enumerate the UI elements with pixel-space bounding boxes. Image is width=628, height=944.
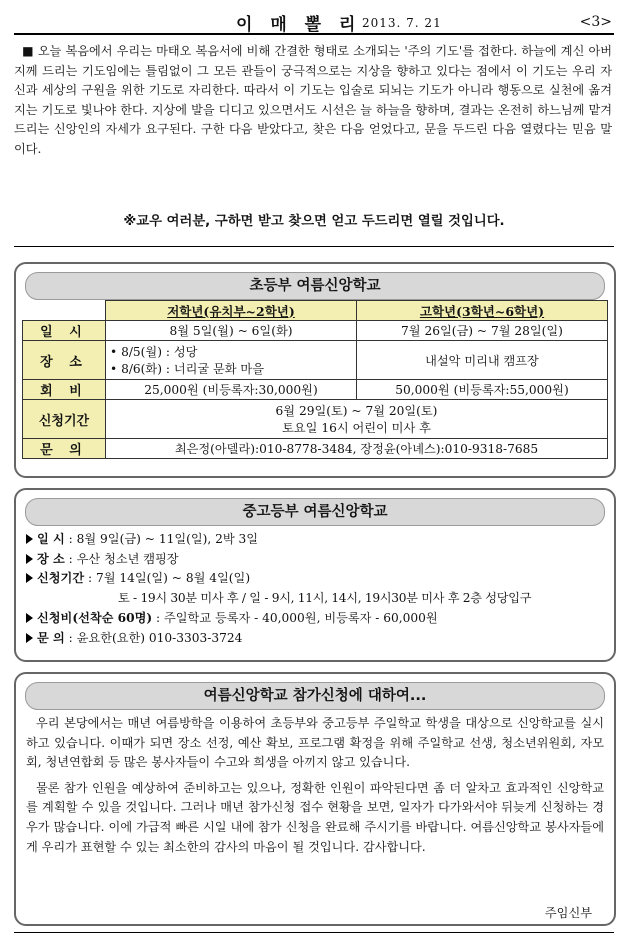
page-number: <3> bbox=[579, 14, 612, 30]
newsletter-title: 이 매 뽈 리 bbox=[236, 15, 362, 35]
apply-period bbox=[106, 400, 608, 439]
contact-info: 최은정(아델라):010-8778-3484, 장정윤(아녜스):010-9318-7685 bbox=[106, 439, 608, 459]
youth-title: 중고등부 여름신앙학교 bbox=[25, 498, 605, 526]
header-divider bbox=[14, 33, 614, 35]
youth-details-list bbox=[26, 530, 531, 648]
footer-divider bbox=[14, 932, 614, 933]
section-divider bbox=[14, 246, 614, 247]
fee-label: 회 비 bbox=[23, 380, 106, 400]
gospel-reflection bbox=[14, 42, 612, 160]
date-label: 일 시 bbox=[37, 532, 65, 546]
bullet-triangle-icon bbox=[26, 573, 33, 583]
fee-lower: 25,000원 (비등록자:30,000원) bbox=[106, 380, 357, 400]
apply-label: 신청기간 bbox=[37, 571, 85, 586]
issue-date: 2013. 7. 21 bbox=[362, 16, 442, 30]
fee-upper: 50,000원 (비등록자:55,000원) bbox=[356, 380, 607, 400]
bullet-triangle-icon bbox=[26, 534, 33, 544]
table-row bbox=[23, 380, 608, 400]
date-lower: 8월 5일(월) ~ 6일(화) bbox=[106, 321, 357, 341]
notice-paragraph-2: 물론 참가 인원을 예상하여 준비하고는 있으나, 정확한 인원이 파악된다면 좀 더 알차고 효과적인 신앙학교를 계획할 수 있을 것입니다. 그러나 매년 참가신청 접수 현황을 보면, 일자가 다가와서야 뒤늦게 신청하는 경우가 많습니다. 이에 가급적 빠른 시일 내에 참가 신청을 완료해 주시기를 바랍니다. 여름신앙학교 봉사자들에게 우리가 표현할 수 있는 최소한의 감사의 마음이 될 것입니다. 감사합니다. bbox=[26, 780, 604, 854]
col-upper-grades: 고학년(3학년~6학년) bbox=[356, 301, 607, 321]
col-lower-grades: 저학년(유치부~2학년) bbox=[106, 301, 357, 321]
table-header-row bbox=[23, 301, 608, 321]
list-item bbox=[26, 550, 531, 570]
table-corner bbox=[23, 301, 106, 321]
fee-label: 신청비(선착순 60명) bbox=[37, 610, 153, 625]
date-upper: 7월 26일(금) ~ 7월 28일(일) bbox=[356, 321, 607, 341]
bullet-triangle-icon bbox=[26, 633, 33, 643]
notice-title: 여름신앙학교 참가신청에 대하여... bbox=[25, 682, 605, 710]
signature: 주임신부 bbox=[544, 906, 592, 920]
apply-times: 토 - 19시 30분 미사 후 / 일 - 9시, 11시, 14시, 19시30분 미사 후 2층 성당입구 bbox=[118, 591, 532, 606]
page-header bbox=[14, 6, 614, 34]
bullet-triangle-icon bbox=[26, 554, 33, 564]
table-row bbox=[23, 341, 608, 380]
apply-dates: 6월 29일(토) ~ 7월 20일(토) bbox=[275, 404, 438, 418]
reflection-text: ■ 오늘 복음에서 우리는 마태오 복음서에 비해 간결한 형태로 소개되는 '주의 기도'를 접한다. 하늘에 계신 아버지께 드리는 기도임에는 틀림없이 그 모든 관들이 궁극적으로는 지상을 향하고 있다는 점에서 이 기도는 우리 자신과 세상의 구원을 위한 기도로 자리한다. 따라서 이 기도는 입술로 되뇌는 기도가 아니라 행동으로 실천에 옮겨지는 기도로 빛나야 한다. 지상에 발을 디디고 있으면서도 시선은 늘 하늘을 향하며, 결과는 온전히 하느님께 맡겨드리는 신앙인의 자세가 요구된다. 구한 다음 받았다고, 찾은 다음 얻었다고, 문을 두드린 다음 열렸다는 믿음 말이다. bbox=[14, 44, 612, 156]
list-item bbox=[26, 629, 531, 649]
table-row bbox=[23, 439, 608, 459]
registration-notice-box bbox=[14, 672, 616, 926]
youth-summer-school-box bbox=[14, 488, 616, 662]
elementary-summer-school-box bbox=[14, 262, 616, 478]
list-item bbox=[26, 530, 531, 550]
place-value: : 우산 청소년 캠핑장 bbox=[64, 551, 179, 566]
place-label: 장 소 bbox=[37, 551, 65, 566]
contact-value: : 윤요한(요한) 010-3303-3724 bbox=[64, 630, 243, 645]
place-label: 장 소 bbox=[23, 341, 106, 380]
notice-paragraph-1: 우리 본당에서는 매년 여름방학을 이용하여 초등부와 중고등부 주일학교 학생을 대상으로 신앙학교를 실시하고 있습니다. 이때가 되면 장소 선정, 예산 확보, 프로그램 확정을 위해 주일학교 선생, 청소년위원회, 자모회, 청년연합회 등 많은 봉사자들이 수고와 희생을 아끼지 않고 있습니다. bbox=[26, 716, 604, 770]
contact-label: 문 의 bbox=[23, 439, 106, 459]
apply-period-label: 신청기간 bbox=[23, 400, 106, 439]
date-label: 일 시 bbox=[23, 321, 106, 341]
contact-label: 문 의 bbox=[37, 630, 65, 645]
table-row bbox=[23, 321, 608, 341]
elementary-schedule-table bbox=[22, 300, 608, 459]
place-lower bbox=[106, 341, 357, 380]
bullet-triangle-icon bbox=[26, 613, 33, 623]
apply-value: : 7월 14일(일) ~ 8월 4일(일) bbox=[84, 571, 251, 586]
date-value: : 8월 9일(금) ~ 11일(일), 2박 3일 bbox=[64, 532, 259, 546]
elementary-title: 초등부 여름신앙학교 bbox=[25, 272, 605, 300]
list-item bbox=[26, 609, 531, 629]
emphasis-line: ※교우 여러분, 구하면 받고 찾으면 얻고 두드리면 열릴 것입니다. bbox=[123, 214, 505, 229]
apply-location: 토요일 16시 어린이 미사 후 bbox=[282, 421, 431, 435]
notice-body bbox=[26, 714, 604, 863]
place-upper: 내설악 미리내 캠프장 bbox=[356, 341, 607, 380]
place-lower-day2: • 8/6(화) : 너리굴 문화 마을 bbox=[110, 362, 264, 376]
fee-value: : 주일학교 등록자 - 40,000원, 비등록자 - 60,000원 bbox=[152, 610, 438, 625]
list-item bbox=[26, 569, 531, 589]
place-lower-day1: • 8/5(월) : 성당 bbox=[110, 345, 198, 359]
table-row bbox=[23, 400, 608, 439]
